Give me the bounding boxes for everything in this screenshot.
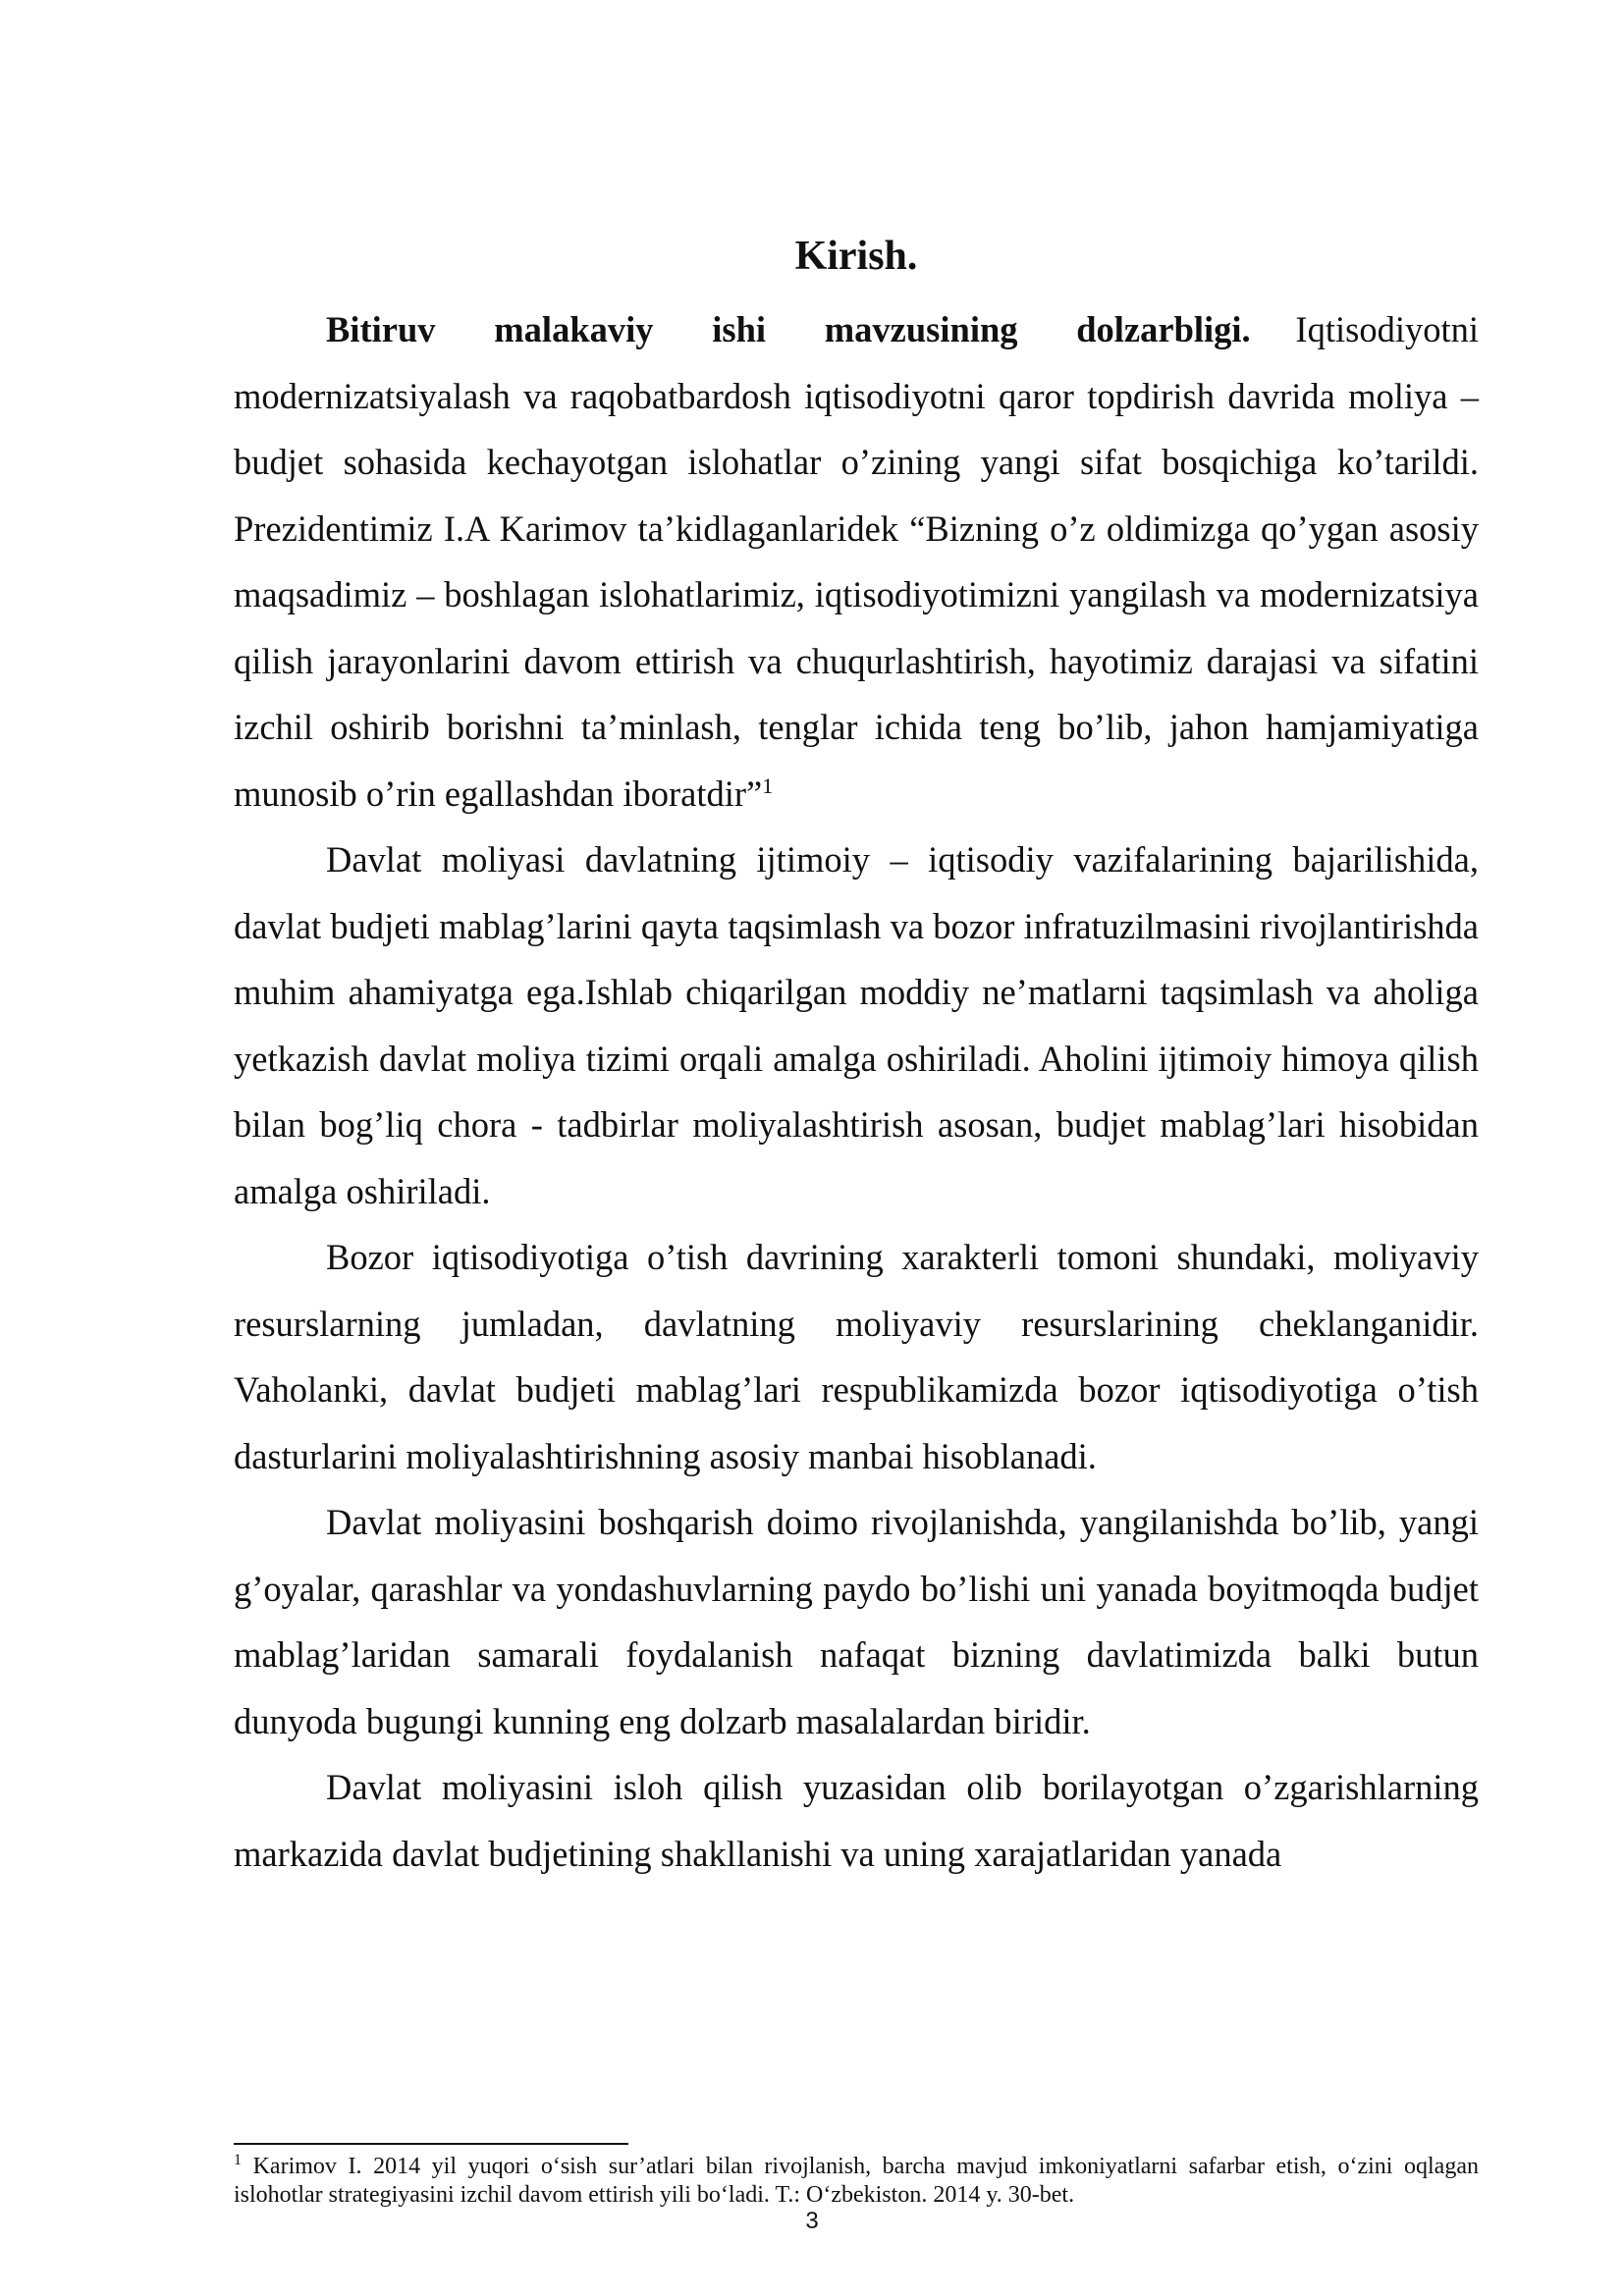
footnote-text: Karimov I. 2014 yil yuqori o‘sish sur’atlari bilan rivojlanish, barcha mavjud imkoniyatlarni safarbar etish, o‘zini oqlagan islohotlar strategiyasini izchil davom ettirish yili bo‘ladi. T.: O‘zbekiston. 2014 y. 30-bet. [234, 2154, 1479, 2208]
footnote [234, 2153, 1479, 2210]
footnote-marker: 1 [234, 2152, 242, 2168]
paragraph-5: Davlat moliyasini isloh qilish yuzasidan olib borilayotgan o’zgarishlarning markazida davlat budjetining shakllanishi va uning xarajatlaridan yanada [234, 1767, 1479, 1874]
paragraph-1 [234, 296, 1479, 827]
body-text [234, 296, 1479, 1887]
relevance-heading: Bitiruv malakaviy ishi mavzusining dolzarbligi. [326, 309, 1251, 349]
paragraph-1-text: Iqtisodiyotni modernizatsiyalash va raqobatbardosh iqtisodiyotni qaror topdirish davrida moliya – budjet sohasida kechayotgan islohatlar o’zining yangi sifat bosqichiga ko’tarildi. Prezidentimiz I.A Karimov ta’kidlaganlaridek “Bizning o’z oldimizga qo’ygan asosiy maqsadimiz – boshlagan islohatlarimiz, iqtisodiyotimizni yangilash va modernizatsiya qilish jarayonlarini davom ettirish va chuqurlashtirish, hayotimiz darajasi va sifatini izchil oshirib borishni ta’minlash, tenglar ichida teng bo’lib, jahon hamjamiyatiga munosib o’rin egallashdan iboratdir” [234, 309, 1479, 814]
paragraph-2: Davlat moliyasi davlatning ijtimoiy – iqtisodiy vazifalarining bajarilishida, davlat budjeti mablag’larini qayta taqsimlash va bozor infratuzilmasini rivojlantirishda muhim ahamiyatga ega.Ishlab chiqarilgan moddiy ne’matlarni taqsimlash va aholiga yetkazish davlat moliya tizimi orqali amalga oshiriladi. Aholini ijtimoiy himoya qilish bilan bog’liq chora - tadbirlar moliyalashtirish asosan, budjet mablag’lari hisobidan amalga oshiriladi. [234, 839, 1479, 1211]
footnote-reference: 1 [762, 773, 774, 798]
paragraph-4: Davlat moliyasini boshqarish doimo rivojlanishda, yangilanishda bo’lib, yangi g’oyalar, qarashlar va yondashuvlarning paydo bo’lishi uni yanada boyitmoqda budjet mablag’laridan samarali foydalanish nafaqat bizning davlatimizda balki butun dunyoda bugungi kunning eng dolzarb masalalardan biridir. [234, 1502, 1479, 1741]
paragraph-3: Bozor iqtisodiyotiga o’tish davrining xarakterli tomoni shundaki, moliyaviy resurslarning jumladan, davlatning moliyaviy resurslarining cheklanganidir. Vaholanki, davlat budjeti mablag’lari respublikamizda bozor iqtisodiyotiga o’tish dasturlarini moliyalashtirishning asosiy manbai hisoblanadi. [234, 1237, 1479, 1476]
footnote-separator [234, 2143, 628, 2145]
page-number: 3 [805, 2208, 819, 2234]
page-title: Kirish. [794, 234, 918, 279]
